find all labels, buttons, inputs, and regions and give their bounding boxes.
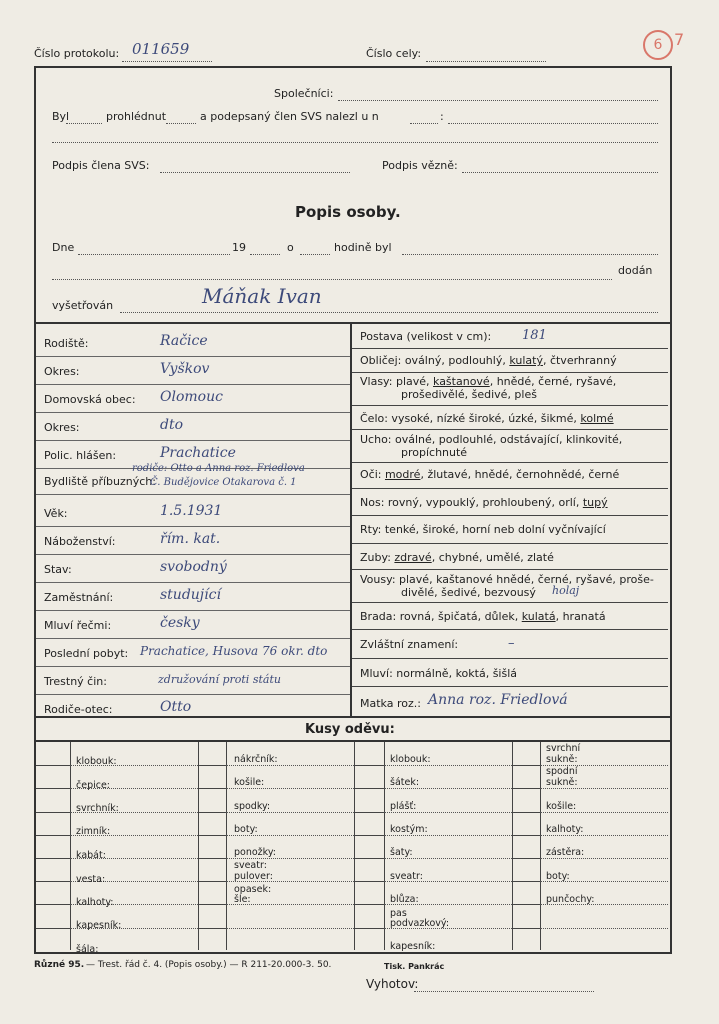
delivered-label: dodán [618, 264, 653, 277]
clothing-title: Kusy oděvu: [305, 722, 395, 737]
mother-value: Anna roz. Friedlová [428, 692, 568, 708]
field-value: řím. kat. [160, 531, 221, 547]
year-label: 19 [232, 241, 246, 254]
clothing-label: spodní [546, 766, 578, 777]
beard-line-1: Vousy: plavé, kaštanové hnědé, černé, ryšavé, proše- [360, 573, 654, 586]
clothing-label: vesta: [76, 874, 106, 885]
field-value: Prachatice, Husova 76 okr. dto [140, 644, 328, 658]
hair-line-2: prošedivělé, šedivé, pleš [401, 388, 537, 401]
printer-name: Tisk. Pankrác [384, 962, 445, 971]
clothing-label: šátek: [390, 777, 420, 788]
print-code: Různé 95. [34, 960, 85, 970]
speaks-line: Mluví: normálně, koktá, šišlá [360, 667, 518, 680]
field-label: Trestný čin: [44, 675, 107, 688]
clothing-label: punčochy: [546, 894, 595, 905]
eyes-line: Oči: modré, žlutavé, hnědé, černohnědé, černé [360, 468, 620, 481]
clothing-label: kabát: [76, 850, 106, 861]
beard-line-2: divělé, šedivé, bezvousý [401, 586, 536, 599]
clothing-label: kapesník: [390, 941, 436, 952]
lips-line: Rty: tenké, široké, horní neb dolní vyčnívající [360, 523, 606, 536]
field-value: dto [160, 417, 184, 433]
hour-label: hodině byl [334, 241, 392, 254]
clothing-label: klobouk: [76, 756, 117, 767]
field-label: Polic. hlášen: [44, 449, 117, 462]
clothing-label: opasek: [234, 884, 272, 895]
teeth-line: Zuby: zdravé, chybné, umělé, zlaté [360, 551, 554, 564]
clothing-label: plášť: [390, 801, 417, 812]
chin-line: Brada: rovná, špičatá, důlek, kulatá, hranatá [360, 610, 606, 623]
protocol-number: 011659 [132, 40, 190, 58]
field-label: Zaměstnání: [44, 591, 114, 604]
field-value: Račice [160, 333, 208, 349]
clothing-label: boty: [546, 871, 570, 882]
ear-line-1: Ucho: oválné, podlouhlé, odstávající, klinkovité, [360, 433, 623, 446]
field-value: združování proti státu [158, 673, 281, 686]
field-label: Poslední pobyt: [44, 647, 129, 660]
hair-line-1: Vlasy: plavé, kaštanové, hnědé, černé, ryšavé, [360, 375, 617, 388]
clothing-label: sveatr: [234, 860, 267, 871]
inspected-label: prohlédnut [106, 110, 167, 123]
clothing-label: šála: [76, 944, 99, 955]
field-value: rodiče: Otto a Anna roz. Friedlova [132, 463, 305, 474]
field-value: Olomouc [160, 389, 223, 405]
field-label: Náboženství: [44, 535, 116, 548]
prisoner-signature-label: Podpis vězně: [382, 159, 458, 172]
face-line: Obličej: oválný, podlouhlý, kulatý, čtverhranný [360, 354, 617, 367]
field-label: Rodiče-otec: [44, 703, 113, 716]
clothing-label: zimník: [76, 826, 111, 837]
clothing-label: šle: [234, 894, 251, 905]
field-label: Okres: [44, 365, 80, 378]
clothing-label: čepice: [76, 780, 111, 791]
companions-label: Společníci: [274, 87, 334, 100]
clothing-label: sukně: [546, 777, 578, 788]
clothing-label: kostým: [390, 824, 428, 835]
field-value: svobodný [160, 559, 227, 575]
was-label: Byl [52, 110, 70, 123]
field-label: Rodiště: [44, 337, 89, 350]
marks-label: Zvláštní znamení: [360, 638, 459, 651]
clothing-label: blůza: [390, 894, 419, 905]
field-value-2: Č. Budějovice Otakarova č. 1 [150, 477, 297, 488]
ear-line-2: propíchnuté [401, 446, 468, 459]
clothing-label: podvazkový: [390, 918, 450, 929]
mother-label: Matka roz.: [360, 697, 421, 710]
investigated-label: vyšetřován [52, 299, 114, 312]
clothing-label: klobouk: [390, 754, 431, 765]
field-label: Okres: [44, 421, 80, 434]
field-value: česky [160, 615, 200, 631]
clothing-label: pulover: [234, 871, 273, 882]
clothing-label: svrchní [546, 743, 581, 754]
clothing-label: kalhoty: [546, 824, 584, 835]
field-label: Domovská obec: [44, 393, 136, 406]
signed-label: a podepsaný člen SVS nalezl u n [200, 110, 379, 123]
form-frame [34, 66, 672, 954]
protocol-label: Číslo protokolu: [34, 47, 120, 60]
clothing-label: pas [390, 908, 407, 919]
field-label: Mluví řečmi: [44, 619, 112, 632]
clothing-label: sukně: [546, 754, 578, 765]
field-label: Stav: [44, 563, 72, 576]
clothing-label: kapesník: [76, 920, 122, 931]
clothing-label: sveatr: [390, 871, 423, 882]
clothing-label: košile: [546, 801, 577, 812]
forehead-line: Čelo: vysoké, nízké široké, úzké, šikmé, kolmé [360, 412, 614, 425]
nose-line: Nos: rovný, vypouklý, prohloubený, orlí, tupý [360, 496, 608, 509]
clothing-label: šaty: [390, 847, 413, 858]
field-value: Prachatice [160, 445, 236, 461]
corner-mark: 7 [674, 30, 685, 49]
print-text: — Trest. řád č. 4. (Popis osoby.) — R 211-20.000-3. 50. [86, 960, 332, 970]
clothing-label: svrchník: [76, 803, 119, 814]
o-label: o [287, 241, 294, 254]
corner-circled-number: 6 [643, 30, 673, 60]
beard-note: holaj [552, 584, 580, 597]
clothing-label: spodky: [234, 801, 271, 812]
field-value: studující [160, 587, 221, 603]
cell-label: Číslo cely: [366, 47, 422, 60]
field-value: Vyškov [160, 361, 210, 377]
clothing-label: kalhoty: [76, 897, 114, 908]
clothing-label: ponožky: [234, 847, 276, 858]
issuer-label: Vyhotov: [366, 977, 419, 991]
field-value: 1.5.1931 [160, 503, 223, 519]
day-label: Dne [52, 241, 75, 254]
marks-value: – [508, 636, 515, 651]
field-label: Bydliště příbuzných: [44, 475, 156, 488]
field-value: Otto [160, 699, 192, 715]
height-label: Postava (velikost v cm): [360, 330, 492, 343]
height-value: 181 [522, 328, 547, 343]
svs-signature-label: Podpis člena SVS: [52, 159, 150, 172]
clothing-label: zástěra: [546, 847, 585, 858]
field-label: Věk: [44, 507, 68, 520]
clothing-label: nákrčník: [234, 754, 278, 765]
investigated-name: Máňak Ivan [202, 284, 322, 308]
clothing-label: košile: [234, 777, 265, 788]
page-title: Popis osoby. [295, 203, 401, 221]
clothing-label: boty: [234, 824, 258, 835]
